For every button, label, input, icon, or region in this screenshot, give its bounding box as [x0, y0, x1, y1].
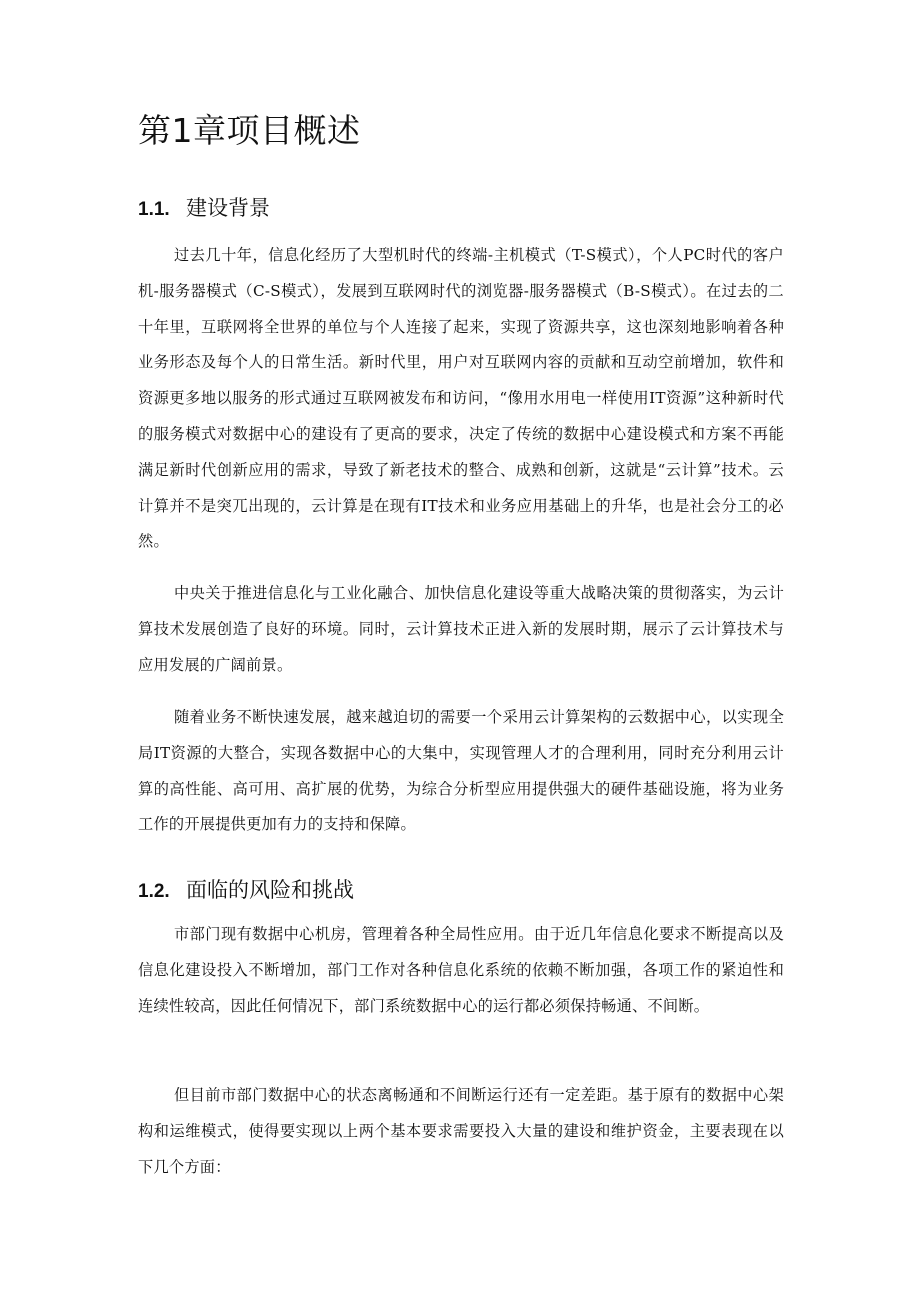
paragraph-risks-1: 市部门现有数据中心机房，管理着各种全局性应用。由于近几年信息化要求不断提高以及信息化建设投入不断增加，部门工作对各种信息化系统的依赖不断加强，各项工作的紧迫性和连续性较高，因此任何情况下，部门系统数据中心的运行都必须保持畅通、不间断。 [138, 925, 784, 1015]
section-number: 1.2. [138, 881, 170, 902]
section-heading-1-2 [138, 875, 354, 907]
section-number: 1.1. [138, 199, 170, 220]
section-title-text: 面临的风险和挑战 [186, 878, 354, 902]
chapter-title: 第1章项目概述 [138, 111, 361, 150]
paragraph-background-1: 过去几十年，信息化经历了大型机时代的终端-主机模式（T-S模式），个人PC时代的客户机-服务器模式（C-S模式），发展到互联网时代的浏览器-服务器模式（B-S模式）。在过去的二十年里，互联网将全世界的单位与个人连接了起来，实现了资源共享，这也深刻地影响着各种业务形态及每个人的日常生活。新时代里，用户对互联网内容的贡献和互动空前增加，软件和资源更多地以服务的形式通过互联网被发布和访问，“像用水用电一样使用IT资源”这种新时代的服务模式对数据中心的建设有了更高的要求，决定了传统的数据中心建设模式和方案不再能满足新时代创新应用的需求，导致了新老技术的整合、成熟和创新，这就是“云计算”技术。云计算并不是突兀出现的，云计算是在现有IT技术和业务应用基础上的升华，也是社会分工的必然。 [138, 246, 784, 551]
section-heading-1-1 [138, 193, 270, 225]
paragraph-background-3: 随着业务不断快速发展，越来越迫切的需要一个采用云计算架构的云数据中心，以实现全局IT资源的大整合，实现各数据中心的大集中，实现管理人才的合理利用，同时充分利用云计算的高性能、高可用、高扩展的优势，为综合分析型应用提供强大的硬件基础设施，将为业务工作的开展提供更加有力的支持和保障。 [138, 708, 784, 834]
paragraph-background-2: 中央关于推进信息化与工业化融合、加快信息化建设等重大战略决策的贯彻落实，为云计算技术发展创造了良好的环境。同时，云计算技术正进入新的发展时期，展示了云计算技术与应用发展的广阔前景。 [138, 584, 784, 674]
section-title-text: 建设背景 [186, 196, 270, 220]
paragraph-risks-2: 但目前市部门数据中心的状态离畅通和不间断运行还有一定差距。基于原有的数据中心架构和运维模式，使得要实现以上两个基本要求需要投入大量的建设和维护资金，主要表现在以下几个方面： [138, 1086, 784, 1176]
